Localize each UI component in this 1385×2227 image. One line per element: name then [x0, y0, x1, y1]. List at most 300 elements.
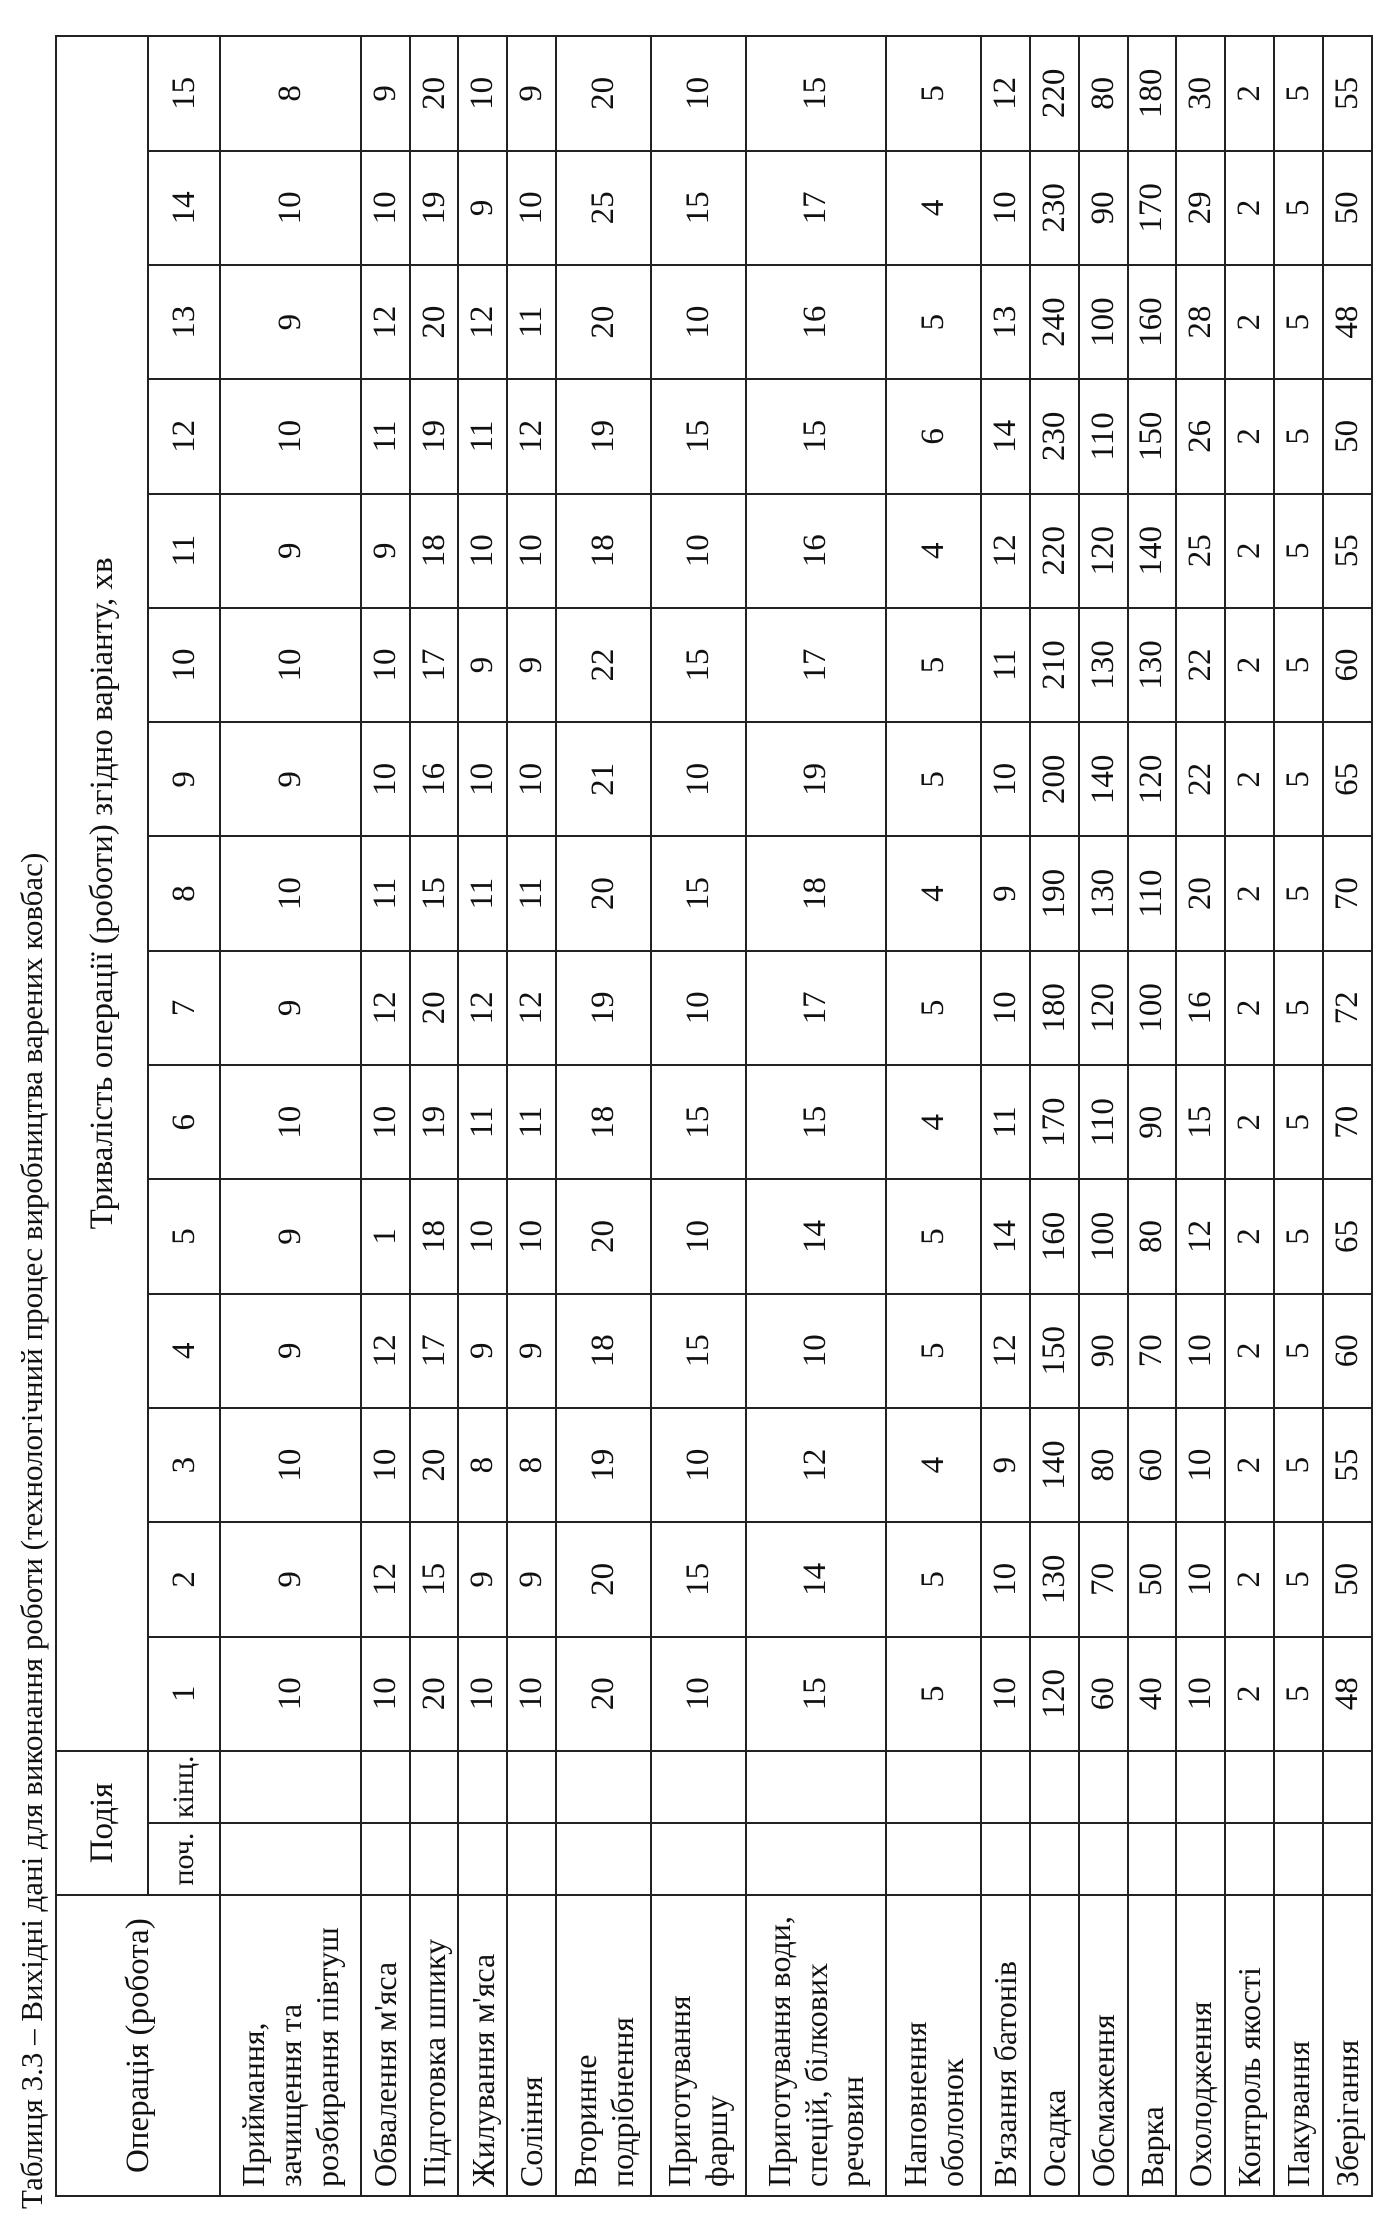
event-end-cell	[886, 1751, 981, 1823]
duration-cell: 100	[1079, 265, 1128, 379]
event-end-cell	[1225, 1751, 1274, 1823]
duration-cell: 19	[556, 379, 651, 493]
header-variant: 15	[148, 36, 220, 151]
duration-cell: 10	[651, 722, 746, 836]
duration-cell: 2	[1225, 265, 1274, 379]
duration-cell: 120	[1128, 722, 1177, 836]
duration-cell: 2	[1225, 951, 1274, 1065]
duration-cell: 70	[1128, 1294, 1177, 1408]
duration-cell: 11	[507, 265, 556, 379]
operation-cell: В'язання батонів	[981, 1895, 1030, 2196]
duration-cell: 5	[1274, 36, 1323, 151]
duration-cell: 2	[1225, 1179, 1274, 1293]
duration-cell: 13	[981, 265, 1030, 379]
duration-cell: 230	[1030, 379, 1079, 493]
duration-cell: 20	[556, 1637, 651, 1751]
duration-cell: 14	[746, 1179, 887, 1293]
duration-cell: 5	[886, 1179, 981, 1293]
duration-cell: 55	[1323, 1408, 1372, 1522]
table-row	[1274, 36, 1323, 2196]
duration-cell: 12	[458, 951, 507, 1065]
duration-cell: 19	[556, 1408, 651, 1522]
duration-cell: 210	[1030, 608, 1079, 722]
duration-cell: 2	[1225, 836, 1274, 950]
duration-cell: 10	[458, 722, 507, 836]
duration-cell: 4	[886, 494, 981, 608]
duration-cell: 4	[886, 151, 981, 265]
duration-cell: 15	[746, 36, 887, 151]
duration-cell: 12	[361, 1522, 410, 1636]
duration-cell: 90	[1128, 1065, 1177, 1179]
duration-cell: 5	[886, 36, 981, 151]
duration-cell: 10	[651, 1408, 746, 1522]
duration-cell: 2	[1225, 1408, 1274, 1522]
event-start-cell	[1176, 1823, 1225, 1895]
duration-cell: 9	[507, 608, 556, 722]
duration-cell: 18	[556, 1065, 651, 1179]
event-start-cell	[458, 1823, 507, 1895]
duration-cell: 19	[556, 951, 651, 1065]
operation-cell: Обсмаження	[1079, 1895, 1128, 2196]
header-variant: 5	[148, 1179, 220, 1293]
duration-cell: 160	[1030, 1179, 1079, 1293]
event-end-cell	[458, 1751, 507, 1823]
duration-cell: 20	[410, 265, 459, 379]
table-row	[458, 36, 507, 2196]
duration-cell: 4	[886, 836, 981, 950]
operation-cell: Варка	[1128, 1895, 1177, 2196]
duration-cell: 19	[746, 722, 887, 836]
duration-cell: 16	[746, 494, 887, 608]
duration-cell: 18	[410, 1179, 459, 1293]
duration-cell: 1	[361, 1179, 410, 1293]
duration-cell: 15	[651, 1294, 746, 1408]
duration-cell: 10	[507, 1637, 556, 1751]
duration-cell: 11	[458, 836, 507, 950]
duration-cell: 120	[1079, 494, 1128, 608]
duration-cell: 14	[981, 1179, 1030, 1293]
duration-cell: 25	[1176, 494, 1225, 608]
table-row	[220, 36, 361, 2196]
duration-cell: 20	[556, 1179, 651, 1293]
duration-cell: 5	[886, 1522, 981, 1636]
event-start-cell	[1079, 1823, 1128, 1895]
event-end-cell	[1128, 1751, 1177, 1823]
duration-cell: 9	[458, 1522, 507, 1636]
duration-cell: 11	[361, 836, 410, 950]
duration-cell: 200	[1030, 722, 1079, 836]
duration-cell: 8	[220, 36, 361, 151]
duration-cell: 5	[886, 1637, 981, 1751]
duration-cell: 19	[410, 151, 459, 265]
duration-cell: 15	[410, 836, 459, 950]
operation-cell: Жилування м'яса	[458, 1895, 507, 2196]
event-end-cell	[746, 1751, 887, 1823]
duration-cell: 12	[361, 265, 410, 379]
duration-cell: 10	[361, 1408, 410, 1522]
event-start-cell	[361, 1823, 410, 1895]
duration-cell: 60	[1323, 608, 1372, 722]
operation-cell: Приготування фаршу	[651, 1895, 746, 2196]
duration-cell: 5	[1274, 1637, 1323, 1751]
duration-cell: 22	[556, 608, 651, 722]
duration-cell: 15	[651, 608, 746, 722]
duration-cell: 10	[746, 1294, 887, 1408]
duration-cell: 9	[361, 494, 410, 608]
duration-cell: 14	[746, 1522, 887, 1636]
duration-cell: 17	[410, 608, 459, 722]
duration-cell: 19	[410, 379, 459, 493]
duration-cell: 130	[1079, 608, 1128, 722]
duration-cell: 10	[458, 1637, 507, 1751]
duration-cell: 90	[1079, 151, 1128, 265]
duration-cell: 18	[556, 1294, 651, 1408]
duration-cell: 15	[746, 1637, 887, 1751]
duration-cell: 28	[1176, 265, 1225, 379]
duration-cell: 18	[746, 836, 887, 950]
header-variant: 3	[148, 1408, 220, 1522]
event-end-cell	[981, 1751, 1030, 1823]
duration-cell: 2	[1225, 1637, 1274, 1751]
duration-cell: 11	[361, 379, 410, 493]
operation-cell: Вторинне подрібнення	[556, 1895, 651, 2196]
table-row	[361, 36, 410, 2196]
operation-cell: Соління	[507, 1895, 556, 2196]
duration-cell: 55	[1323, 36, 1372, 151]
duration-cell: 15	[410, 1522, 459, 1636]
event-start-cell	[1128, 1823, 1177, 1895]
event-start-cell	[1274, 1823, 1323, 1895]
duration-cell: 17	[410, 1294, 459, 1408]
event-start-cell	[886, 1823, 981, 1895]
event-end-cell	[556, 1751, 651, 1823]
duration-cell: 9	[981, 1408, 1030, 1522]
event-end-cell	[220, 1751, 361, 1823]
duration-cell: 72	[1323, 951, 1372, 1065]
duration-cell: 20	[556, 265, 651, 379]
duration-cell: 70	[1323, 1065, 1372, 1179]
duration-cell: 5	[1274, 722, 1323, 836]
duration-cell: 2	[1225, 1294, 1274, 1408]
table-row	[746, 36, 887, 2196]
duration-cell: 10	[651, 951, 746, 1065]
event-start-cell	[1323, 1823, 1372, 1895]
duration-cell: 12	[1176, 1179, 1225, 1293]
duration-cell: 12	[361, 1294, 410, 1408]
duration-cell: 220	[1030, 36, 1079, 151]
duration-cell: 130	[1030, 1522, 1079, 1636]
duration-cell: 10	[981, 1522, 1030, 1636]
duration-cell: 10	[361, 151, 410, 265]
duration-cell: 4	[886, 1065, 981, 1179]
duration-cell: 5	[886, 608, 981, 722]
event-start-cell	[746, 1823, 887, 1895]
duration-cell: 180	[1128, 36, 1177, 151]
duration-cell: 16	[410, 722, 459, 836]
event-start-cell	[1030, 1823, 1079, 1895]
duration-cell: 10	[981, 151, 1030, 265]
duration-cell: 120	[1030, 1637, 1079, 1751]
duration-cell: 9	[220, 1522, 361, 1636]
operation-cell: Підготовка шпику	[410, 1895, 459, 2196]
header-variant: 7	[148, 951, 220, 1065]
duration-cell: 10	[651, 1179, 746, 1293]
header-event-end: кінц.	[148, 1751, 220, 1823]
duration-cell: 80	[1079, 1408, 1128, 1522]
table-row	[410, 36, 459, 2196]
duration-cell: 60	[1079, 1637, 1128, 1751]
duration-cell: 48	[1323, 1637, 1372, 1751]
duration-cell: 5	[886, 722, 981, 836]
duration-cell: 5	[886, 1294, 981, 1408]
duration-cell: 12	[361, 951, 410, 1065]
duration-cell: 19	[410, 1065, 459, 1179]
duration-cell: 15	[746, 1065, 887, 1179]
duration-cell: 5	[1274, 494, 1323, 608]
duration-cell: 10	[651, 1637, 746, 1751]
header-variant: 13	[148, 265, 220, 379]
duration-cell: 9	[220, 722, 361, 836]
duration-cell: 30	[1176, 36, 1225, 151]
duration-cell: 2	[1225, 494, 1274, 608]
duration-cell: 11	[507, 1065, 556, 1179]
duration-cell: 80	[1128, 1179, 1177, 1293]
duration-cell: 20	[1176, 836, 1225, 950]
event-end-cell	[410, 1751, 459, 1823]
event-end-cell	[507, 1751, 556, 1823]
duration-cell: 10	[507, 1179, 556, 1293]
operation-cell: Приготування води, спецій, білкових речовин	[746, 1895, 887, 2196]
event-end-cell	[1030, 1751, 1079, 1823]
duration-cell: 2	[1225, 722, 1274, 836]
duration-cell: 22	[1176, 722, 1225, 836]
duration-cell: 9	[458, 608, 507, 722]
duration-cell: 29	[1176, 151, 1225, 265]
duration-cell: 2	[1225, 1522, 1274, 1636]
duration-cell: 5	[1274, 379, 1323, 493]
duration-cell: 8	[507, 1408, 556, 1522]
event-end-cell	[1323, 1751, 1372, 1823]
event-start-cell	[220, 1823, 361, 1895]
duration-cell: 9	[458, 151, 507, 265]
duration-cell: 15	[651, 151, 746, 265]
duration-cell: 9	[361, 36, 410, 151]
duration-cell: 5	[1274, 1522, 1323, 1636]
header-variant: 1	[148, 1637, 220, 1751]
duration-cell: 50	[1323, 379, 1372, 493]
header-variant: 11	[148, 494, 220, 608]
duration-cell: 10	[651, 494, 746, 608]
duration-cell: 16	[746, 265, 887, 379]
duration-cell: 60	[1128, 1408, 1177, 1522]
duration-cell: 55	[1323, 494, 1372, 608]
operation-cell: Обвалення м'яса	[361, 1895, 410, 2196]
duration-cell: 170	[1030, 1065, 1079, 1179]
duration-cell: 20	[556, 1522, 651, 1636]
operation-cell: Охолодження	[1176, 1895, 1225, 2196]
duration-cell: 15	[651, 1065, 746, 1179]
duration-cell: 20	[556, 36, 651, 151]
duration-cell: 50	[1128, 1522, 1177, 1636]
duration-cell: 10	[458, 36, 507, 151]
table-row	[886, 36, 981, 2196]
operation-cell: Контроль якості	[1225, 1895, 1274, 2196]
duration-cell: 5	[1274, 1408, 1323, 1522]
operation-cell: Приймання, зачищення та розбирання півтуш	[220, 1895, 361, 2196]
duration-cell: 15	[651, 379, 746, 493]
duration-cell: 10	[1176, 1522, 1225, 1636]
duration-cell: 190	[1030, 836, 1079, 950]
duration-cell: 10	[981, 722, 1030, 836]
duration-cell: 120	[1079, 951, 1128, 1065]
duration-cell: 12	[507, 379, 556, 493]
duration-cell: 5	[1274, 151, 1323, 265]
operation-cell: Наповнення оболонок	[886, 1895, 981, 2196]
duration-cell: 12	[981, 494, 1030, 608]
duration-cell: 9	[220, 1179, 361, 1293]
duration-cell: 100	[1128, 951, 1177, 1065]
duration-cell: 180	[1030, 951, 1079, 1065]
duration-cell: 9	[458, 1294, 507, 1408]
table-row	[1030, 36, 1079, 2196]
duration-cell: 10	[220, 1065, 361, 1179]
duration-cell: 18	[556, 494, 651, 608]
duration-cell: 10	[220, 836, 361, 950]
duration-cell: 10	[651, 36, 746, 151]
event-start-cell	[410, 1823, 459, 1895]
duration-cell: 17	[746, 951, 887, 1065]
duration-cell: 2	[1225, 608, 1274, 722]
duration-cell: 10	[458, 1179, 507, 1293]
event-start-cell	[981, 1823, 1030, 1895]
duration-cell: 10	[651, 265, 746, 379]
duration-cell: 48	[1323, 265, 1372, 379]
duration-cell: 20	[556, 836, 651, 950]
event-start-cell	[507, 1823, 556, 1895]
duration-cell: 65	[1323, 1179, 1372, 1293]
duration-cell: 5	[886, 265, 981, 379]
duration-cell: 5	[1274, 951, 1323, 1065]
duration-cell: 2	[1225, 1065, 1274, 1179]
header-duration: Тривалість операції (роботи) згідно варіанту, хв	[56, 36, 148, 1751]
duration-cell: 12	[981, 1294, 1030, 1408]
duration-cell: 70	[1079, 1522, 1128, 1636]
duration-cell: 26	[1176, 379, 1225, 493]
duration-cell: 50	[1323, 151, 1372, 265]
header-variant: 8	[148, 836, 220, 950]
duration-cell: 9	[981, 836, 1030, 950]
duration-cell: 130	[1128, 608, 1177, 722]
header-variant: 2	[148, 1522, 220, 1636]
duration-cell: 9	[220, 951, 361, 1065]
table-row	[1323, 36, 1372, 2196]
table-row	[507, 36, 556, 2196]
duration-cell: 10	[361, 722, 410, 836]
table-row	[651, 36, 746, 2196]
duration-cell: 11	[507, 836, 556, 950]
duration-cell: 10	[507, 494, 556, 608]
duration-cell: 220	[1030, 494, 1079, 608]
duration-cell: 10	[220, 379, 361, 493]
duration-cell: 20	[410, 36, 459, 151]
duration-cell: 140	[1079, 722, 1128, 836]
duration-cell: 9	[507, 1294, 556, 1408]
duration-cell: 90	[1079, 1294, 1128, 1408]
duration-cell: 4	[886, 1408, 981, 1522]
header-variant: 4	[148, 1294, 220, 1408]
duration-cell: 10	[507, 151, 556, 265]
table-row	[1128, 36, 1177, 2196]
duration-cell: 11	[981, 608, 1030, 722]
duration-cell: 14	[981, 379, 1030, 493]
duration-cell: 12	[507, 951, 556, 1065]
duration-cell: 25	[556, 151, 651, 265]
duration-cell: 240	[1030, 265, 1079, 379]
header-variant: 6	[148, 1065, 220, 1179]
duration-cell: 20	[410, 1408, 459, 1522]
duration-cell: 11	[458, 1065, 507, 1179]
duration-cell: 65	[1323, 722, 1372, 836]
event-end-cell	[651, 1751, 746, 1823]
duration-cell: 15	[1176, 1065, 1225, 1179]
operation-cell: Пакування	[1274, 1895, 1323, 2196]
duration-cell: 2	[1225, 151, 1274, 265]
duration-cell: 10	[361, 1637, 410, 1751]
duration-cell: 60	[1323, 1294, 1372, 1408]
header-operation: Операція (робота)	[56, 1895, 220, 2196]
duration-cell: 5	[886, 951, 981, 1065]
duration-cell: 10	[361, 608, 410, 722]
duration-cell: 130	[1079, 836, 1128, 950]
duration-cell: 5	[1274, 1294, 1323, 1408]
duration-cell: 10	[220, 1408, 361, 1522]
duration-cell: 10	[507, 722, 556, 836]
table-row	[1176, 36, 1225, 2196]
table-row	[981, 36, 1030, 2196]
duration-cell: 20	[410, 951, 459, 1065]
duration-cell: 140	[1030, 1408, 1079, 1522]
operation-cell: Зберігання	[1323, 1895, 1372, 2196]
event-end-cell	[1274, 1751, 1323, 1823]
duration-cell: 12	[746, 1408, 887, 1522]
duration-cell: 10	[361, 1065, 410, 1179]
duration-cell: 21	[556, 722, 651, 836]
duration-cell: 110	[1079, 379, 1128, 493]
duration-cell: 150	[1030, 1294, 1079, 1408]
duration-cell: 9	[507, 1522, 556, 1636]
duration-cell: 140	[1128, 494, 1177, 608]
data-table	[55, 35, 1373, 2197]
table-row	[556, 36, 651, 2196]
duration-cell: 5	[1274, 836, 1323, 950]
duration-cell: 10	[220, 608, 361, 722]
duration-cell: 5	[1274, 608, 1323, 722]
duration-cell: 40	[1128, 1637, 1177, 1751]
duration-cell: 15	[651, 836, 746, 950]
duration-cell: 17	[746, 608, 887, 722]
duration-cell: 110	[1128, 836, 1177, 950]
operation-cell: Осадка	[1030, 1895, 1079, 2196]
duration-cell: 5	[1274, 265, 1323, 379]
duration-cell: 9	[220, 494, 361, 608]
header-event-start: поч.	[148, 1823, 220, 1895]
duration-cell: 10	[1176, 1408, 1225, 1522]
event-end-cell	[361, 1751, 410, 1823]
duration-cell: 9	[220, 265, 361, 379]
duration-cell: 10	[458, 494, 507, 608]
duration-cell: 11	[458, 379, 507, 493]
header-event: Подія	[56, 1751, 148, 1895]
